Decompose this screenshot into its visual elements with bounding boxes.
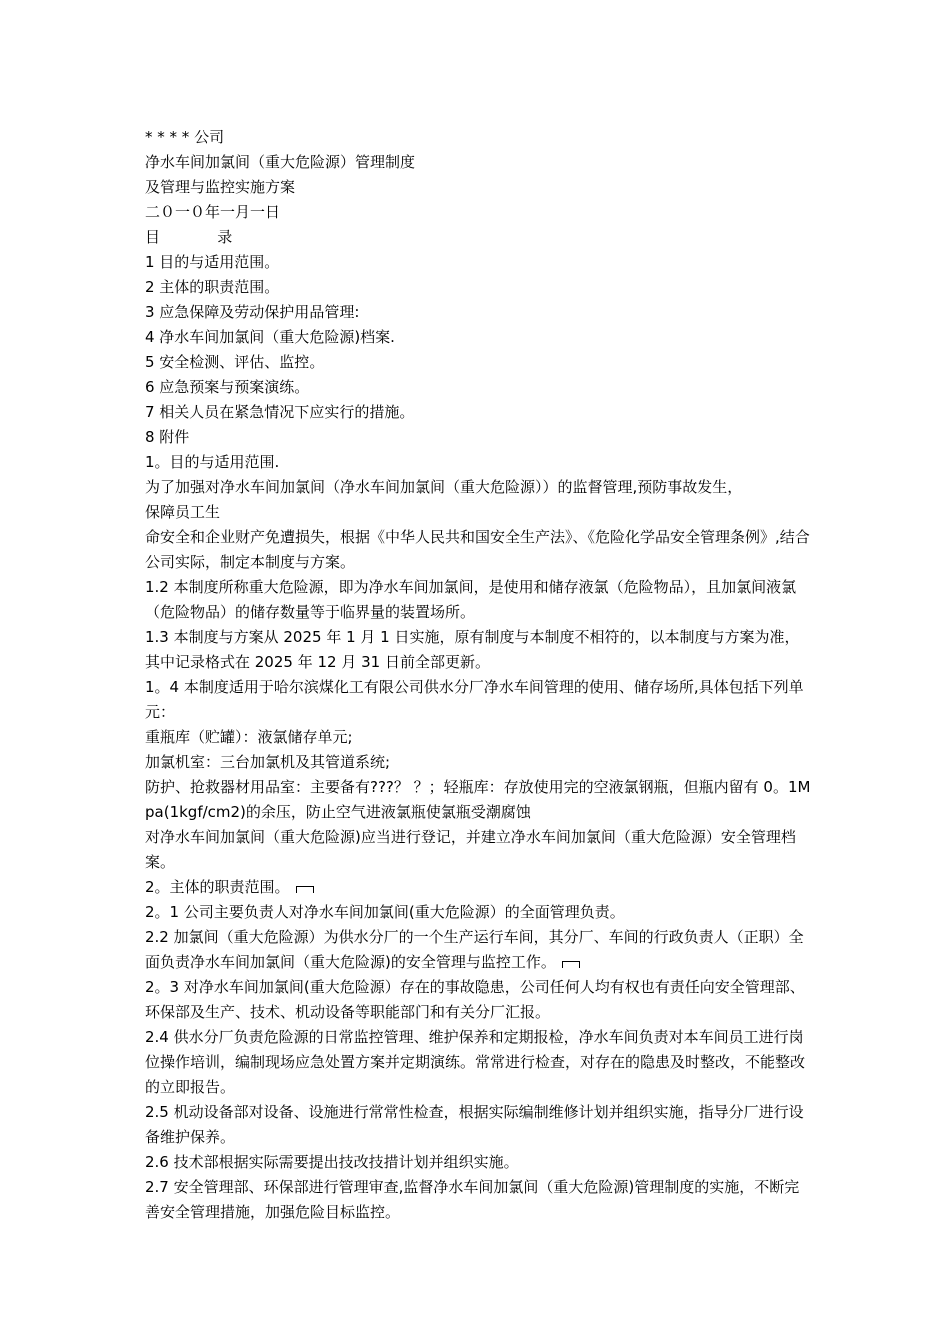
section2-paragraph: 2.2 加氯间（重大危险源）为供水分厂的一个生产运行车间，其分厂、车间的行政负责人（正职）全面负责净水车间加氯间（重大危险源)的安全管理与监控工作。 [145, 928, 804, 971]
section1-paragraph: 1.3 本制度与方案从 2025 年 1 月 1 日实施，原有制度与本制度不相符的，以本制度与方案为准，其中记录格式在 2025 年 12 月 31 日前全部更新。 [145, 628, 800, 671]
company-name: * * * * 公司 [145, 128, 225, 146]
section1-paragraph: 对净水车间加氯间（重大危险源)应当进行登记，并建立净水车间加氯间（重大危险源）安全管理档案。 [145, 828, 796, 871]
unit-item: 加氯机室：三台加氯机及其管道系统; [145, 753, 391, 771]
bracket-mark-icon [296, 886, 314, 893]
section2-paragraph: 2.5 机动设备部对设备、设施进行常常性检查，根据实际编制维修计划并组织实施，指导分厂进行设备维护保养。 [145, 1103, 804, 1146]
section2-heading: 2。主体的职责范围。 [145, 878, 290, 896]
section1-para-line: 为了加强对净水车间加氯间（净水车间加氯间（重大危险源））的监督管理,预防事故发生， [145, 478, 743, 496]
doc-title-line2: 及管理与监控实施方案 [145, 178, 296, 196]
toc-title: 目 录 [145, 228, 233, 246]
section2-paragraph: 2。3 对净水车间加氯间(重大危险源）存在的事故隐患，公司任何人均有权也有责任向安全管理部、环保部及生产、技术、机动设备等职能部门和有关分厂汇报。 [145, 978, 805, 1021]
section2-paragraph: 2.4 供水分厂负责危险源的日常监控管理、维护保养和定期报检，净水车间负责对本车间员工进行岗位操作培训，编制现场应急处置方案并定期演练。常常进行检查，对存在的隐患及时整改，不能整改的立即报告。 [145, 1028, 806, 1096]
section2-paragraph: 2。1 公司主要负责人对净水车间加氯间(重大危险源）的全面管理负责。 [145, 903, 625, 921]
unit-item: 重瓶库（贮罐）：液氯储存单元; [145, 728, 353, 746]
section2-paragraph-row [145, 925, 813, 975]
toc-item: 8 附件 [145, 428, 190, 446]
unit-item: 防护、抢救器材用品室：主要备有???？ ？；轻瓶库：存放使用完的空液氯钢瓶，但瓶内留有 0。1Mpa(1kgf/cm2)的余压，防止空气进液氯瓶使氯瓶受潮腐蚀 [145, 778, 811, 821]
bracket-mark-icon [562, 961, 580, 968]
section2-heading-row [145, 875, 813, 900]
toc-item: 5 安全检测、评估、监控。 [145, 353, 325, 371]
section2-paragraph: 2.6 技术部根据实际需要提出技改技措计划并组织实施。 [145, 1153, 519, 1171]
toc-item: 2 主体的职责范围。 [145, 278, 280, 296]
section1-heading: 1。目的与适用范围. [145, 453, 280, 471]
toc-item: 7 相关人员在紧急情况下应实行的措施。 [145, 403, 415, 421]
toc-item: 3 应急保障及劳动保护用品管理: [145, 303, 360, 321]
toc-item: 1 目的与适用范围。 [145, 253, 280, 271]
doc-title-line1: 净水车间加氯间（重大危险源）管理制度 [145, 153, 416, 171]
section1-paragraph: 1。4 本制度适用于哈尔滨煤化工有限公司供水分厂净水车间管理的使用、储存场所,具体包括下列单元： [145, 678, 804, 721]
section1-paragraph: 命安全和企业财产免遭损失，根据《中华人民共和国安全生产法》、《危险化学品安全管理条例》,结合公司实际，制定本制度与方案。 [145, 528, 810, 571]
toc-item: 4 净水车间加氯间（重大危险源)档案. [145, 328, 395, 346]
section1-para-line: 保障员工生 [145, 503, 221, 521]
toc-item: 6 应急预案与预案演练。 [145, 378, 310, 396]
doc-date: 二０一０年一月一日 [145, 203, 281, 221]
document-page [145, 125, 813, 1225]
section1-paragraph: 1.2 本制度所称重大危险源，即为净水车间加氯间，是使用和储存液氯（危险物品），且加氯间液氯（危险物品）的储存数量等于临界量的装置场所。 [145, 578, 797, 621]
section2-paragraph: 2.7 安全管理部、环保部进行管理审查,监督净水车间加氯间（重大危险源)管理制度的实施，不断完善安全管理措施，加强危险目标监控。 [145, 1178, 800, 1221]
